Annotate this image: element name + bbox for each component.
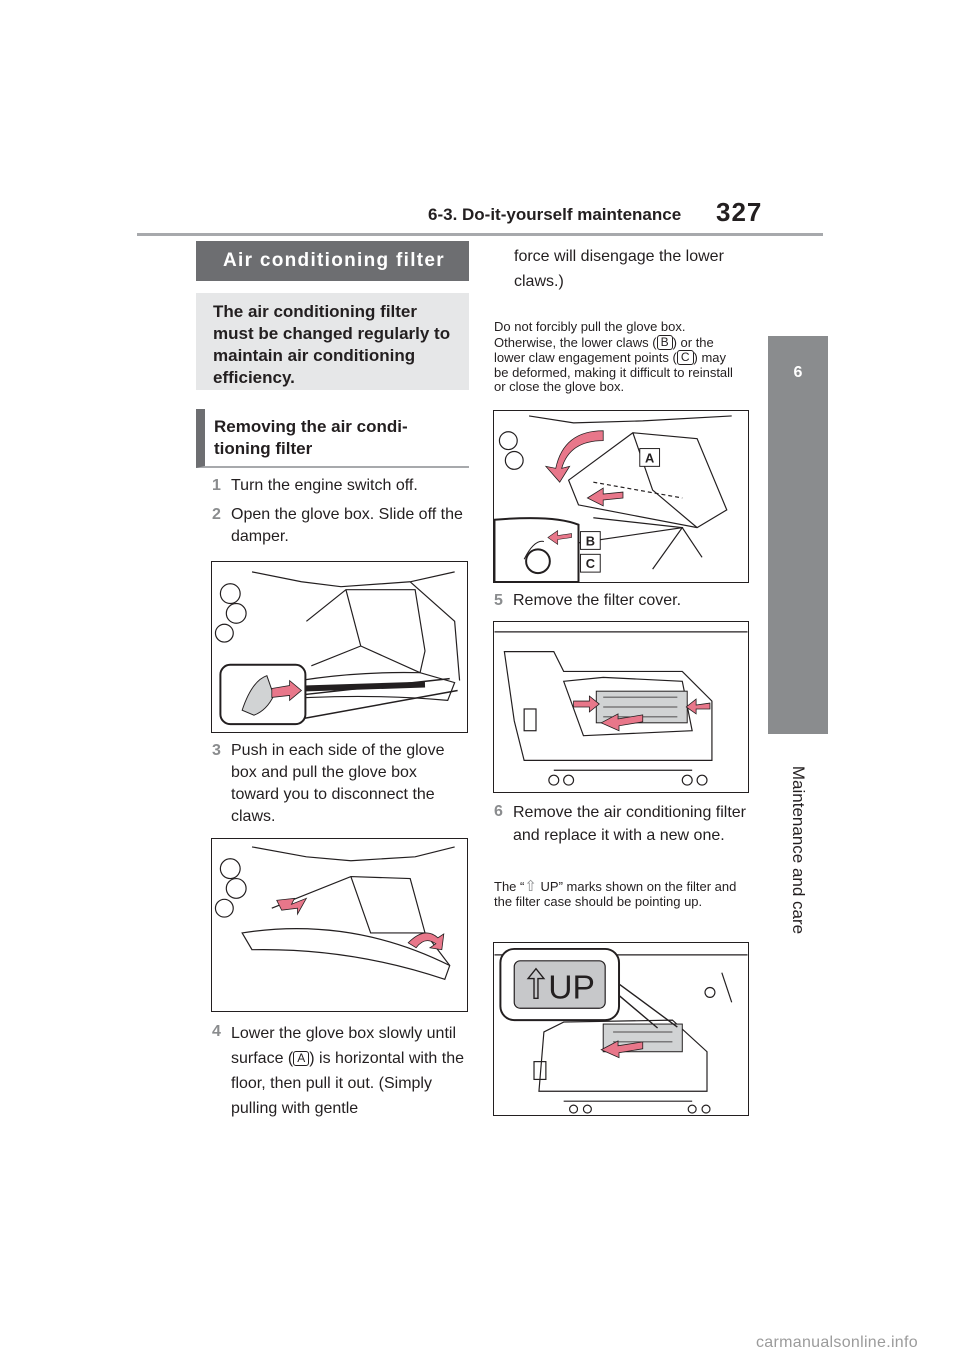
chapter-tab[interactable] [768,336,828,734]
section-heading: Air conditioning filter [196,241,469,281]
figure-damper [211,561,468,733]
section-title: 6-3. Do-it-yourself maintenance [428,205,682,224]
step-text: Turn the engine switch off. [231,477,418,494]
figure-label-up: UP [548,969,595,1007]
step-text-before: Lower the glove box slowly until surface ( [231,1025,457,1067]
figure-label-b: B [585,533,595,549]
step-text: Remove the filter cover. [513,592,682,609]
filter-cover-illustration [494,622,748,792]
note-up-marks [494,880,744,909]
step-5 [494,590,752,612]
step-number: 1 [212,477,221,494]
subheading [196,409,469,468]
step-4 [212,1021,477,1121]
intro-box: The air conditioning filter must be changed regularly to maintain air conditioning efficiency. [196,293,469,390]
step-number: 6 [494,803,503,820]
step-number: 3 [212,742,221,759]
figure-label-c: C [585,556,595,572]
step-text-continued: force will disengage the lower claws.) [514,248,724,290]
step-text: Remove the air conditioning filter and replace it with a new one. [513,804,747,844]
step-2 [212,504,467,548]
note-text: ) may be deformed, making it difficult to reinstall or close the glove box. [494,350,733,394]
figure-push-sides [211,838,468,1012]
step-text: Open the glove box. Slide off the damper. [231,506,463,545]
up-arrow-icon: ⇧ [524,878,537,895]
push-sides-illustration [212,839,467,1011]
page-number: 327 [716,197,763,227]
step-number: 2 [212,506,221,523]
step-6 [494,801,752,847]
step-text: Push in each side of the glove box and pull the glove box toward you to disconnect the claws. [231,742,445,825]
chapter-number: 6 [793,364,803,381]
damper-illustration [212,562,467,732]
note-text: The “ [494,879,525,894]
note-text: UP” marks shown on the filter and the filter case should be pointing up. [494,879,737,909]
figure-filter-cover [493,621,749,793]
lower-glove-box-illustration [494,411,748,582]
note-text: ) or the lower claw engagement points ( [494,334,714,365]
subheading-line-1: Removing the air condi- [214,417,408,436]
step-4-continued [495,244,753,294]
label-a: A [293,1051,309,1066]
up-mark-illustration [494,943,748,1115]
step-1 [212,475,472,497]
label-c: C [677,350,694,365]
header-divider [137,233,823,236]
note-glove-box [494,320,744,395]
step-number: 4 [212,1023,221,1040]
step-text [231,1021,477,1121]
figure-label-a: A [645,450,655,466]
note-text: Do not forcibly pull the glove box. Otherwise, the lower claws ( [494,319,686,350]
step-text-after: ) is horizontal with the floor, then pull it out. (Simply pulling with gentle [231,1050,464,1117]
step-3 [212,740,467,828]
step-number: 5 [494,592,503,609]
watermark: carmanualsonline.info [756,1334,918,1351]
label-b: B [657,335,673,350]
figure-up-mark [493,942,749,1116]
chapter-title-wrap [768,734,828,966]
subheading-line-2: tioning filter [214,439,313,458]
chapter-title: Maintenance and care [789,765,808,935]
figure-lower-glove-box [493,410,749,583]
